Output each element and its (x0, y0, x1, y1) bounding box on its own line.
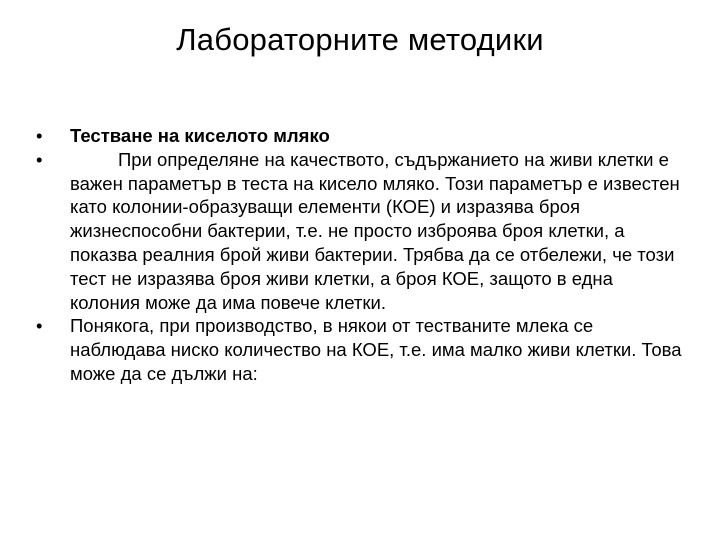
bullet-text: Тестване на киселото мляко (70, 125, 330, 146)
bullet-item (36, 124, 686, 148)
slide-content (36, 124, 686, 386)
bullet-dot-icon: • (36, 148, 43, 170)
bullet-dot-icon: • (36, 315, 43, 337)
slide-title: Лабораторните методики (176, 22, 544, 57)
bullet-text: При определяне на качеството, съдържанието на живи клетки е важен параметър в теста на кисело мляко. Този параметър е известен като колонии-образуващи елементи (КОЕ) и изразява броя жизнеспособни бактерии, т.е. не просто изброява броя клетки, а показва реалния брой живи бактерии. Трябва да се отбележи, че този тест не изразява броя живи клетки, а броя КОЕ, защото в една колония може да има повече клетки. (70, 148, 680, 313)
bullet-item (36, 148, 686, 315)
bullet-item (36, 314, 686, 385)
bullet-text: Понякога, при производство, в някои от тестваните млека се наблюдава ниско количество на КОЕ, т.е. има малко живи клетки. Това може да се дължи на: (70, 315, 682, 384)
bullet-dot-icon: • (36, 125, 43, 146)
